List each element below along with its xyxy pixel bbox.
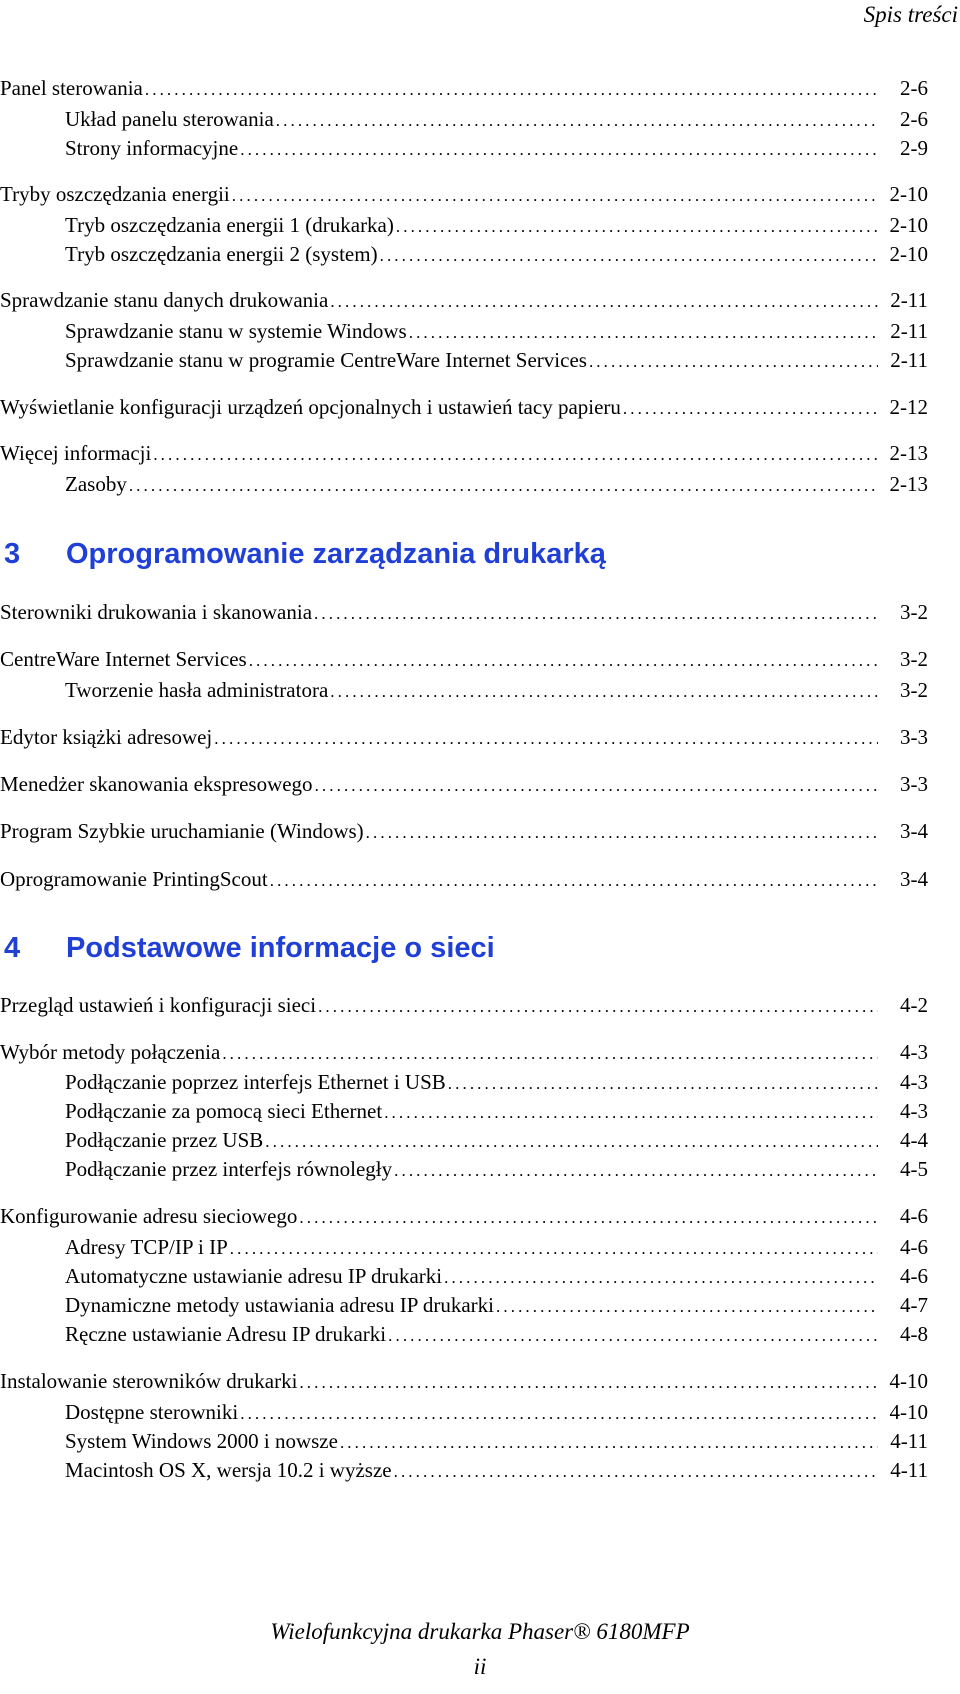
dot-leader	[276, 106, 878, 136]
toc-subentry[interactable]	[0, 1397, 928, 1427]
toc-entry[interactable]	[0, 816, 928, 846]
toc-entry-page: 3-3	[900, 772, 928, 796]
dot-leader	[388, 1321, 878, 1351]
toc-entry-page: 2-9	[900, 136, 928, 160]
toc-entry[interactable]	[0, 990, 928, 1020]
dot-leader	[496, 1292, 878, 1322]
toc-entry-title: Podłączanie przez interfejs równoległy	[65, 1157, 393, 1181]
dot-leader	[299, 1368, 878, 1398]
toc-subentry[interactable]	[0, 104, 928, 134]
toc-entry[interactable]	[0, 769, 928, 799]
chapter-heading[interactable]	[4, 932, 495, 965]
toc-entry-page: 4-6	[900, 1204, 928, 1228]
toc-entry-title: Dostępne sterowniki	[65, 1400, 239, 1424]
dot-leader	[129, 471, 878, 501]
toc-entry-page: 4-11	[890, 1429, 928, 1453]
toc-entry[interactable]	[0, 1366, 928, 1396]
toc-entry[interactable]	[0, 597, 928, 627]
dot-leader	[318, 992, 878, 1022]
toc-subentry[interactable]	[0, 316, 928, 346]
toc-subentry[interactable]	[0, 239, 928, 269]
toc-entry[interactable]	[0, 438, 928, 468]
toc-subentry[interactable]	[0, 210, 928, 240]
dot-leader	[394, 1457, 878, 1487]
toc-subentry[interactable]	[0, 133, 928, 163]
toc-entry-title: Zasoby	[65, 472, 127, 496]
toc-entry-title: Menedżer skanowania ekspresowego	[0, 772, 313, 796]
toc-entry-page: 2-13	[889, 441, 928, 465]
toc-entry-page: 4-11	[890, 1458, 928, 1482]
toc-entry-page: 4-10	[889, 1400, 928, 1424]
dot-leader	[214, 724, 878, 754]
toc-entry-page: 4-6	[900, 1235, 928, 1259]
toc-entry-page: 3-4	[900, 819, 928, 843]
toc-entry-title: Edytor książki adresowej	[0, 725, 213, 749]
toc-entry[interactable]	[0, 285, 928, 315]
dot-leader	[240, 1399, 878, 1429]
toc-entry-title: Układ panelu sterowania	[65, 107, 274, 131]
toc-subentry[interactable]	[0, 1067, 928, 1097]
toc-entry-page: 4-8	[900, 1322, 928, 1346]
dot-leader	[623, 394, 878, 424]
toc-entry-title: Tworzenie hasła administratora	[65, 678, 329, 702]
toc-subentry[interactable]	[0, 1096, 928, 1126]
toc-entry-page: 4-5	[900, 1157, 928, 1181]
toc-entry-page: 2-10	[889, 182, 928, 206]
toc-entry-title: Panel sterowania	[0, 76, 143, 100]
dot-leader	[299, 1203, 878, 1233]
toc-entry-title: Podłączanie przez USB	[65, 1128, 264, 1152]
toc-entry-page: 4-6	[900, 1264, 928, 1288]
toc-entry[interactable]	[0, 722, 928, 752]
toc-subentry[interactable]	[0, 1261, 928, 1291]
toc-entry-page: 4-2	[900, 993, 928, 1017]
toc-entry-page: 2-11	[890, 319, 928, 343]
toc-entry-page: 2-12	[889, 395, 928, 419]
toc-entry-title: Adresy TCP/IP i IP	[65, 1235, 228, 1259]
dot-leader	[394, 1156, 878, 1186]
toc-entry-title: Więcej informacji	[0, 441, 152, 465]
toc-entry-page: 2-6	[900, 107, 928, 131]
dot-leader	[448, 1069, 878, 1099]
toc-entry[interactable]	[0, 179, 928, 209]
dot-leader	[314, 599, 878, 629]
dot-leader	[249, 646, 878, 676]
toc-subentry[interactable]	[0, 1426, 928, 1456]
toc-entry-page: 3-2	[900, 647, 928, 671]
toc-entry[interactable]	[0, 1037, 928, 1067]
toc-entry-page: 4-3	[900, 1070, 928, 1094]
toc-subentry[interactable]	[0, 1154, 928, 1184]
toc-entry-title: Macintosh OS X, wersja 10.2 i wyższe	[65, 1458, 392, 1482]
toc-entry-page: 3-2	[900, 600, 928, 624]
toc-entry[interactable]	[0, 1201, 928, 1231]
toc-entry-title: Dynamiczne metody ustawiania adresu IP drukarki	[65, 1293, 495, 1317]
toc-entry[interactable]	[0, 644, 928, 674]
dot-leader	[380, 241, 878, 271]
toc-entry-title: Ręczne ustawianie Adresu IP drukarki	[65, 1322, 387, 1346]
chapter-title: Oprogramowanie zarządzania drukarką	[66, 538, 606, 570]
toc-entry-title: Oprogramowanie PrintingScout	[0, 867, 268, 891]
toc-entry-title: Wyświetlanie konfiguracji urządzeń opcjonalnych i ustawień tacy papieru	[0, 395, 621, 419]
toc-entry-title: Wybór metody połączenia	[0, 1040, 221, 1064]
toc-entry-title: Instalowanie sterowników drukarki	[0, 1369, 298, 1393]
toc-entry-title: Tryb oszczędzania energii 2 (system)	[65, 242, 378, 266]
toc-entry-title: Tryb oszczędzania energii 1 (drukarka)	[65, 213, 394, 237]
toc-entry[interactable]	[0, 392, 928, 422]
dot-leader	[366, 818, 878, 848]
toc-subentry[interactable]	[0, 345, 928, 375]
toc-entry-page: 2-11	[890, 288, 928, 312]
toc-entry-title: Tryby oszczędzania energii	[0, 182, 230, 206]
toc-subentry[interactable]	[0, 675, 928, 705]
toc-entry-title: Konfigurowanie adresu sieciowego	[0, 1204, 298, 1228]
toc-entry-page: 4-7	[900, 1293, 928, 1317]
toc-entry-page: 2-10	[889, 242, 928, 266]
dot-leader	[315, 771, 878, 801]
toc-subentry[interactable]	[0, 1290, 928, 1320]
dot-leader	[384, 1098, 878, 1128]
toc-entry-title: Sterowniki drukowania i skanowania	[0, 600, 313, 624]
toc-entry-page: 4-4	[900, 1128, 928, 1152]
toc-entry-title: Przegląd ustawień i konfiguracji sieci	[0, 993, 317, 1017]
toc-entry-title: System Windows 2000 i nowsze	[65, 1429, 338, 1453]
chapter-title: Podstawowe informacje o sieci	[66, 932, 495, 964]
footer-page-number: ii	[473, 1654, 487, 1679]
footer-product-name: Wielofunkcyjna drukarka Phaser® 6180MFP	[270, 1619, 690, 1644]
toc-entry-title: Strony informacyjne	[65, 136, 239, 160]
chapter-number: 3	[4, 538, 21, 570]
dot-leader	[330, 677, 878, 707]
toc-entry-page: 4-3	[900, 1099, 928, 1123]
toc-entry-page: 4-10	[889, 1369, 928, 1393]
toc-entry-page: 3-2	[900, 678, 928, 702]
toc-subentry[interactable]	[0, 1455, 928, 1485]
dot-leader	[232, 181, 878, 211]
toc-entry-title: Automatyczne ustawianie adresu IP drukarki	[65, 1264, 443, 1288]
toc-entry-page: 2-6	[900, 76, 928, 100]
toc-entry-title: Podłączanie za pomocą sieci Ethernet	[65, 1099, 383, 1123]
toc-entry[interactable]	[0, 73, 928, 103]
toc-entry-title: CentreWare Internet Services	[0, 647, 247, 671]
toc-entry-title: Sprawdzanie stanu w programie CentreWare Internet Services	[65, 348, 587, 372]
toc-entry[interactable]	[0, 864, 928, 894]
toc-entry-page: 3-3	[900, 725, 928, 749]
dot-leader	[444, 1263, 878, 1293]
dot-leader	[265, 1127, 878, 1157]
toc-subentry[interactable]	[0, 1125, 928, 1155]
toc-entry-title: Podłączanie poprzez interfejs Ethernet i USB	[65, 1070, 446, 1094]
dot-leader	[230, 1234, 878, 1264]
dot-leader	[222, 1039, 878, 1069]
toc-entry-page: 4-3	[900, 1040, 928, 1064]
dot-leader	[409, 318, 878, 348]
chapter-number: 4	[4, 932, 21, 964]
toc-entry-title: Sprawdzanie stanu danych drukowania	[0, 288, 329, 312]
running-header: Spis treści	[863, 2, 958, 27]
dot-leader	[589, 347, 878, 377]
toc-entry-page: 2-11	[890, 348, 928, 372]
toc-subentry[interactable]	[0, 1232, 928, 1262]
toc-entry-page: 2-10	[889, 213, 928, 237]
toc-entry-title: Sprawdzanie stanu w systemie Windows	[65, 319, 407, 343]
dot-leader	[153, 440, 878, 470]
chapter-heading[interactable]	[4, 538, 606, 571]
dot-leader	[396, 212, 878, 242]
dot-leader	[145, 75, 878, 105]
dot-leader	[330, 287, 878, 317]
dot-leader	[240, 135, 878, 165]
dot-leader	[340, 1428, 878, 1458]
toc-subentry[interactable]	[0, 469, 928, 499]
toc-subentry[interactable]	[0, 1319, 928, 1349]
toc-entry-title: Program Szybkie uruchamianie (Windows)	[0, 819, 364, 843]
toc-entry-page: 2-13	[889, 472, 928, 496]
dot-leader	[270, 866, 878, 896]
toc-entry-page: 3-4	[900, 867, 928, 891]
